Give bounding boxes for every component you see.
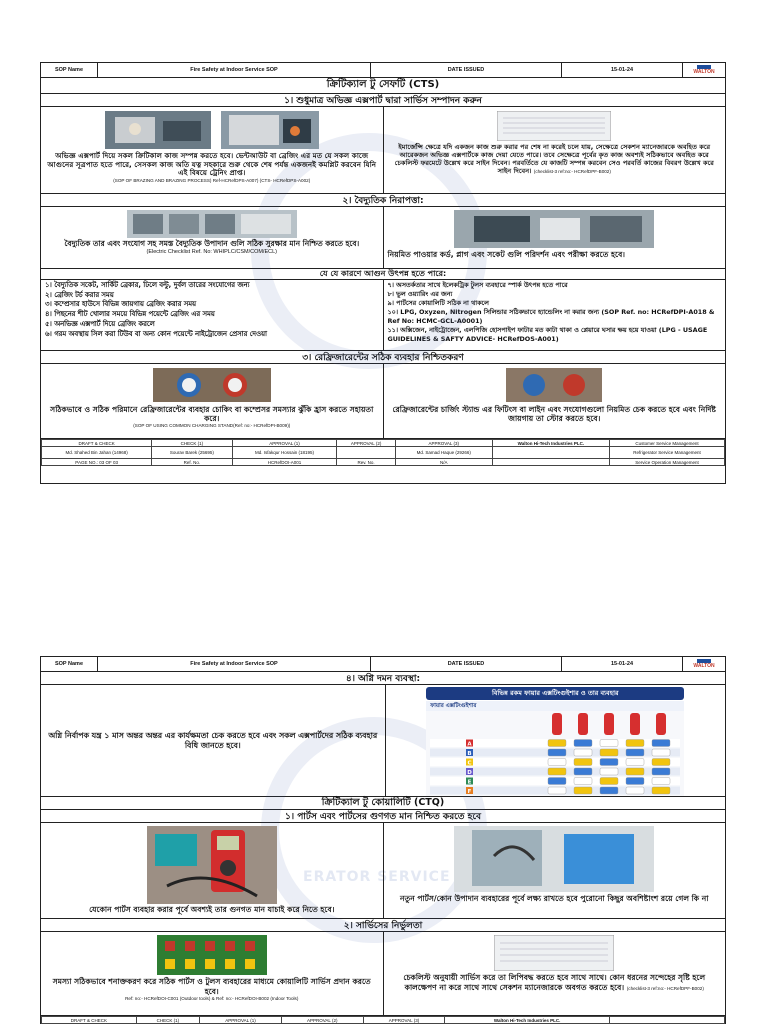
fire-chart-title: বিভিন্ন রকম ফায়ার এক্সটিংগুইশার ও তার ব্যবহার <box>426 687 684 700</box>
section-1-title: ১। শুধুমাত্র অভিজ্ঞ এক্সপার্ট দ্বারা সার্ভিস সম্পাদন করুন <box>41 94 725 107</box>
footer-head: APPROVAL (2) <box>281 1017 363 1024</box>
quality-1-title: ১। পার্টস এবং পার্টসের গুণগত মান নিশ্চিত করতে হবে <box>41 810 725 823</box>
fire-suitability-cell <box>652 787 670 794</box>
sop-name-value: Fire Safety at Indoor Service SOP <box>98 657 371 671</box>
fire-suitability-cell <box>600 740 618 747</box>
quality-2-right-text: চেকলিস্ট অনুযায়ী সার্ভিস করে তা লিপিবদ্ধ করতে হবে সাথে সাথে। কোন ধরনের সন্দেহের সৃষ্টি হলে কালক্ষেপণ না করে সাথে সাথে সেকশন ম্যানেজারকে অবগত করতে হবে। (checklist-3 ref:no:- HCRefDPF-B002) <box>403 973 706 992</box>
checklist-photo <box>497 111 611 141</box>
section-1-right <box>384 107 726 193</box>
cause-item: ৩। কম্প্রেসার হাউসে বিভিন্ন জায়গায় ব্রেজিং করার সময় <box>45 300 196 309</box>
footer-head: APPROVAL (1) <box>232 440 337 447</box>
walton-logo: WALTON <box>683 657 725 671</box>
cause-item: ৪। পিছনের শীট খোলার সময়ে বিভিন্ন পয়েন্টে ব্রেজিং এর সময় <box>45 310 215 319</box>
section-2-right-text: নিয়মিত পাওয়ার কর্ড, প্লাগ এবং সকেট গুলি পরিদর্শন এবং পরীক্ষা করতে হবে। <box>387 250 626 259</box>
fire-suitability-cell <box>548 759 566 766</box>
section-1-left-text: অভিজ্ঞ এক্সপার্ট দিয়ে সকল ক্রিটিকাল কাজ সম্পন্ন করতে হবে। ভেন্টআউট বা ব্রেজিং এর মত যে সকল কাজে আগুনের সূত্রপাত হতে পারে, সেসকল কাজ অতি যত্ন সহকারে শুরু থেকে শেষ পর্যন্ত একজনই কমপ্লিট করবেন যিনি এই বিষয়ে ট্রেনিং প্রাপ্ত। <box>47 151 377 177</box>
fire-suitability-cell <box>652 740 670 747</box>
section-3-left-ref: (SOP OF USING COMMON CHARGING STAND(Ref: no:- HCRefDPI-B009)) <box>133 423 291 428</box>
quality-1-right <box>384 823 726 918</box>
quality-1-left-text: যেকোন পার্টস ব্যবহার করার পূর্বে অবশ্যই তার গুনগত মান যাচাই করে নিতে হবে। <box>89 905 335 914</box>
fire-suitability-cell <box>626 749 644 756</box>
footer-rev-value: N/A <box>395 459 492 466</box>
fire-suitability-cell <box>600 768 618 775</box>
cts-title: ক্রিটিক্যাল টু সেফটি (CTS) <box>41 78 725 94</box>
brazing-photo <box>105 111 211 149</box>
watermark-text: ERATOR SERVICE MANAGEM <box>303 869 546 885</box>
section-2-row <box>41 207 725 269</box>
fire-suitability-cell <box>574 768 592 775</box>
fire-class-letter: F <box>467 788 472 795</box>
fire-causes-title: যে যে কারণে আগুন উৎপন্ন হতে পারে: <box>41 269 725 280</box>
approval-footer <box>41 439 725 466</box>
footer-page-no: PAGE NO.: 03 OF 03 <box>42 459 152 466</box>
fire-chart-subtitle: ফায়ার এক্সটিংগুইশার <box>426 701 684 712</box>
fire-suitability-cell <box>548 749 566 756</box>
fire-class-letter: C <box>467 760 472 767</box>
electrical-panel-photo <box>127 210 297 238</box>
section-4-left-text: অগ্নি নির্বাপক যন্ত্র ১ মাস অন্তর অন্তর এর কার্যক্ষমতা চেক করতে হবে এবং সকল এক্সপার্টদের সঠিক ব্যবহার বিধি জানতে হবে। <box>48 730 378 750</box>
footer-name: Md. Samad Haque (29266) <box>395 447 492 459</box>
section-1-left-ref: (SOP OF BRAZING AND BRAZING PROCESS) Ref-HCRefDPS-A007) (CTS- HCRefDPS-A002) <box>113 177 311 183</box>
multimeter-photo <box>147 826 277 904</box>
fire-suitability-cell <box>574 787 592 794</box>
quality-2-left <box>41 932 384 1015</box>
fire-suitability-cell <box>548 778 566 785</box>
footer-head: CHECK (1) <box>152 440 232 447</box>
fire-suitability-cell <box>548 768 566 775</box>
walton-logo: WALTON <box>683 63 725 77</box>
fire-class-letter: E <box>467 779 472 786</box>
footer-name <box>337 447 395 459</box>
fire-extinguisher-chart <box>426 711 684 796</box>
sop-name-value: Fire Safety at Indoor Service SOP <box>98 63 371 77</box>
section-3-left <box>41 364 384 438</box>
approval-footer-partial <box>41 1016 725 1024</box>
socket-photo <box>454 210 654 248</box>
section-1-right-text: ইমার্জেন্সি ক্ষেত্রে যদি একজন কাজ শুরু করার পর শেষ না করেই চলে যায়, সেক্ষেত্রে সেকশন ম্যানেজারকে অবহিত করে আরেকজন অভিজ্ঞ এক্সপার্টকে কাজ দেয়া যেতে পারে। তবে সেক্ষেত্রে পূর্বের কৃত কাজ অবশ্যই সঠিকভাবে অবহিত করে চেকলিস্ট ফরমেটে উল্লেখ করে সাইন দিবেন। পরবর্তিতে যে কাজটি সম্পন্ন করবেন সেও পরবর্তি কাজের বিবরণ উল্লেখ করে সাইন দিবেন। (checklist-3 ref:no:- HCRefDPF-B002) <box>394 143 714 175</box>
fire-suitability-cell <box>626 778 644 785</box>
section-2-left <box>41 207 384 268</box>
fire-suitability-cell <box>626 759 644 766</box>
footer-head: DRAFT & CHECK <box>42 440 152 447</box>
footer-company: Walton Hi-Tech Industries PLC. <box>492 440 609 447</box>
fire-suitability-cell <box>548 740 566 747</box>
section-2-right <box>384 207 726 268</box>
section-1-left <box>41 107 384 193</box>
fire-suitability-cell <box>600 749 618 756</box>
fire-suitability-cell <box>626 740 644 747</box>
footer-head: APPROVAL (3) <box>363 1017 445 1024</box>
footer-company: Walton Hi-Tech Industries PLC. <box>445 1017 610 1024</box>
footer-name: Md. Isfakqur Hossain (18195) <box>232 447 337 459</box>
section-1-row <box>41 107 725 194</box>
fire-suitability-cell <box>652 759 670 766</box>
sop-name-label: SOP Name <box>41 63 98 77</box>
quality-1-right-text: নতুন পার্টস/কোন উপাদান ব্যবহারের পূর্বে লক্ষ্য রাখতে হবে পুরোনো কিছুর অবশিষ্টাংশ রয়ে গেল কি না <box>399 894 709 903</box>
section-2-left-text: বৈদ্যুতিক তার এবং সংযোগ সহ সমস্ত বৈদ্যুতিক উপাদান গুলি সঠিক সুরক্ষার মান নিশ্চিত করতে হবে। <box>64 239 360 248</box>
fire-suitability-cell <box>600 778 618 785</box>
quality-2-title: ২। সার্ভিসের নির্ভুলতা <box>41 919 725 932</box>
footer-dept: Customer Service Management <box>610 440 725 447</box>
ctq-title: ক্রিটিক্যাল টু কোয়ালিটি (CTQ) <box>41 797 725 810</box>
section-4-row <box>41 685 725 797</box>
charging-stand-photo <box>506 368 602 402</box>
fire-suitability-cell <box>548 787 566 794</box>
section-4-right <box>386 685 726 796</box>
cause-item: ৭। অসতর্কতার সাথে ইলেকট্রিক টুলস ব্যবহারে স্পার্ক উৎপন্ন হতে পারে <box>387 281 568 289</box>
parts-inspection-photo <box>454 826 654 892</box>
fire-suitability-cell <box>652 749 670 756</box>
footer-head: APPROVAL (1) <box>200 1017 282 1024</box>
fire-causes-list <box>41 280 725 351</box>
checklist-photo-2 <box>494 935 614 971</box>
fire-suitability-cell <box>600 787 618 794</box>
brazing-photo-2 <box>221 111 319 149</box>
section-2-left-ref: (Electric Checklist Ref. No: WHIPLC/CSM/COM/ECL) <box>146 248 277 255</box>
cause-item: ৫। অনভিজ্ঞ এক্সপার্ট দিয়ে ব্রেজিং করলে <box>45 319 155 328</box>
date-issued-label: DATE ISSUED <box>371 657 562 671</box>
fire-causes-right <box>384 280 726 350</box>
fire-class-letter: D <box>467 769 473 776</box>
section-3-title: ৩। রেফ্রিজারেন্টের সঠিক ব্যবহার নিশ্চিতকরণ <box>41 351 725 364</box>
section-2-title: ২। বৈদ্যুতিক নিরাপত্তা: <box>41 194 725 207</box>
sop-page-1 <box>40 62 726 484</box>
fire-suitability-cell <box>652 768 670 775</box>
fire-suitability-cell <box>600 759 618 766</box>
footer-ref-value: HCRefDOI-A001 <box>232 459 337 466</box>
quality-2-right <box>384 932 726 1015</box>
footer-head: APPROVAL (3) <box>395 440 492 447</box>
quality-2-row <box>41 932 725 1016</box>
quality-1-left <box>41 823 384 918</box>
cause-item: ১১। অক্সিজেন, নাইট্রোজেন, এলপিজি হোসপাইপ ফাটার মত কাটা থাকা ও প্লেয়ারে ঘসার ক্ষয় হয়ে যাওয়া (LPG - USAGE GUIDELINES & SAFTY ADVICE- HCRefDOS-A001) <box>387 326 708 343</box>
fire-class-letter: A <box>467 741 472 748</box>
footer-name: Md. Shahed Bin Jahan (14968) <box>42 447 152 459</box>
footer-head: DRAFT & CHECK <box>42 1017 137 1024</box>
quality-2-left-text: সমস্যা সঠিকভাবে শনাক্তকরণ করে সঠিক পার্টস ও টুলস ব্যবহারের মাধ্যমে কোয়ালিটি সার্ভিস প্রদান করতে হবে। <box>52 977 371 996</box>
cause-item: ৬। গরম অবস্থায় সিল করা টিউব বা অন্য কোন পয়েন্টে নাইট্রোজেন প্রেসার দেওয়া <box>45 329 267 338</box>
date-issued-value: 15-01-24 <box>562 657 683 671</box>
section-3-left-text: সঠিকভাবে ও সঠিক পরিমানে রেফ্রিজারেন্টের ব্যবহার চোকিং বা কম্প্রেসর সমস্যার ঝুঁকি হ্রাস করতে সহায়তা করে। <box>50 405 374 423</box>
section-3-right-text: রেফ্রিজারেন্টের চার্জিং স্ট্যান্ড এর ফিটিংস বা লাইন এবং সংযোগগুলো নিয়মিত চেক করতে হবে এবং নির্দিষ্ট জায়গায় তা স্টোর করতে হবে। <box>392 405 716 423</box>
gauge-photo <box>153 368 271 402</box>
section-3-right <box>384 364 726 438</box>
cause-item: ৮। ভুল ওয়্যারিং এর জন্য <box>387 290 453 298</box>
date-issued-value: 15-01-24 <box>562 63 683 77</box>
quality-2-left-ref: Ref: no:- HCRefDOI-C001 (Outdoor tools) & Ref: no:- HCRefDOI-B002 (Indoor Tools) <box>125 996 299 1001</box>
fire-suitability-cell <box>652 778 670 785</box>
fire-suitability-cell <box>574 740 592 747</box>
sop-name-label: SOP Name <box>41 657 98 671</box>
sop-page-2 <box>40 656 726 1024</box>
footer-name: Sourav Barek (25695) <box>152 447 232 459</box>
fire-causes-left <box>41 280 384 350</box>
fire-suitability-cell <box>626 787 644 794</box>
footer-ref-label: Ref. No. <box>152 459 232 466</box>
fire-suitability-cell <box>574 778 592 785</box>
footer-rev-label: Rev. No. <box>337 459 395 466</box>
fire-suitability-cell <box>574 759 592 766</box>
fire-suitability-cell <box>626 768 644 775</box>
footer-dept: Service Operation Management <box>610 459 725 466</box>
cause-item: ১০। LPG, Oxyzen, Nitrogen সিলিন্ডার সঠিকভাবে হ্যান্ডেলিং না করার জন্য (SOP Ref. no: HCRefDPI-A018 & Ref No: HCMC-GCL-A0001) <box>387 308 715 325</box>
sop-header <box>41 63 725 78</box>
fire-suitability-cell <box>574 749 592 756</box>
tools-board-photo <box>157 935 267 975</box>
cause-item: ১। বৈদ্যুতিক সকেট, সার্কিট ব্রেকার, ঢিলে বল্টু, দুর্বল তারের সংযোগের জন্য <box>45 281 250 289</box>
section-3-row <box>41 364 725 439</box>
cause-item: ২। ব্রেজিং টর্চ করার সময় <box>45 290 114 299</box>
footer-head: APPROVAL (2) <box>337 440 395 447</box>
footer-head: CHECK (1) <box>136 1017 199 1024</box>
fire-class-letter: B <box>467 750 472 757</box>
quality-1-row <box>41 823 725 919</box>
date-issued-label: DATE ISSUED <box>371 63 562 77</box>
footer-dept: Refrigerator Service Management <box>610 447 725 459</box>
section-4-left <box>41 685 386 796</box>
cause-item: ৯। পার্টসের কোয়ালিটি সঠিক না থাকলে <box>387 299 489 307</box>
section-4-title: ৪। অগ্নি দমন ব্যবস্থা: <box>41 672 725 685</box>
